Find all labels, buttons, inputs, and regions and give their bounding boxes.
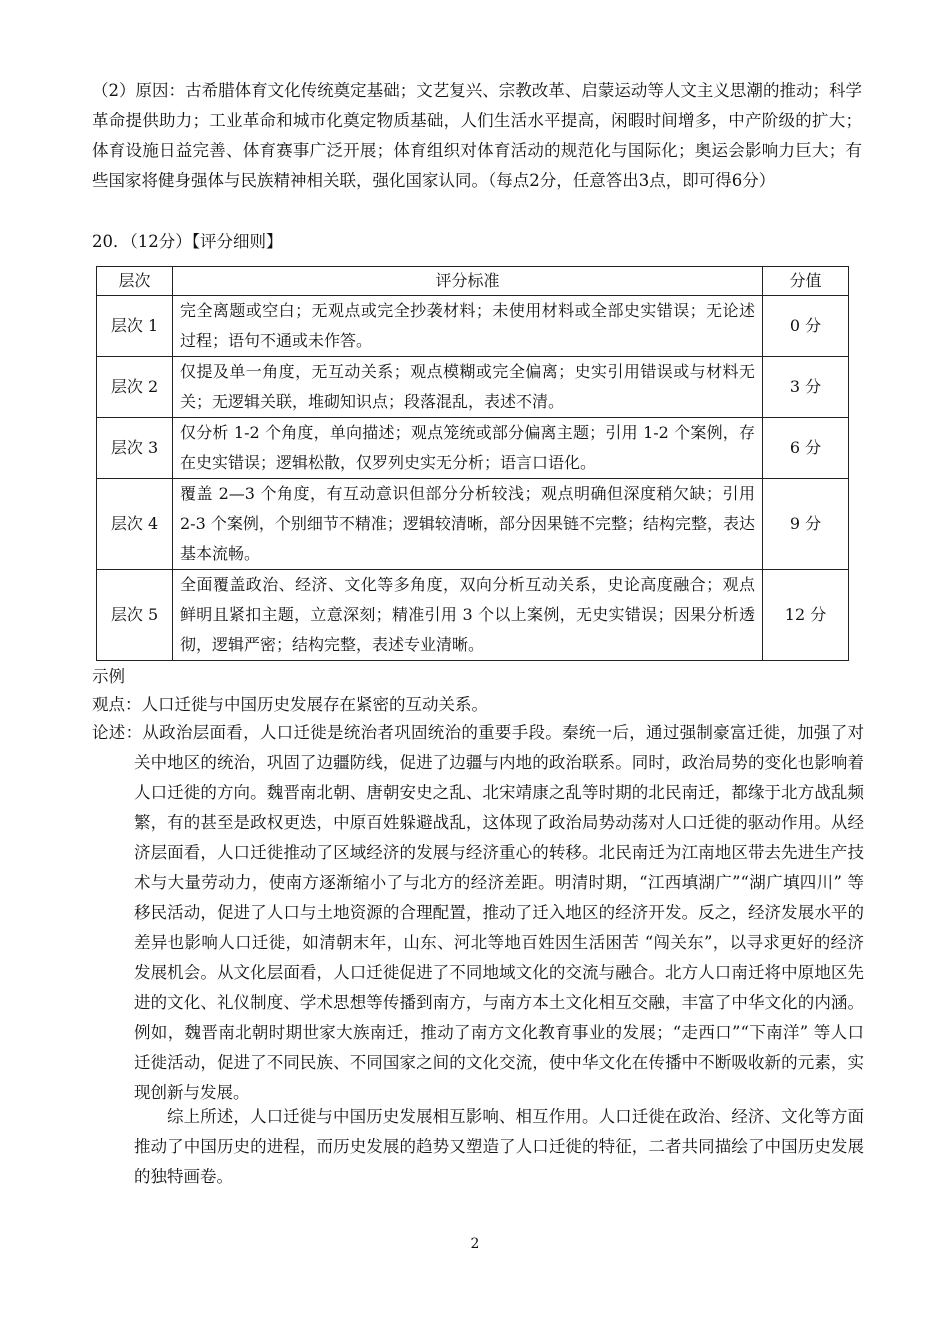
header-level: 层次 — [97, 267, 173, 296]
level-cell: 层次 1 — [97, 296, 173, 357]
section-2-reasons: （2）原因：古希腊体育文化传统奠定基础；文艺复兴、宗教改革、启蒙运动等人文主义思潮的推动；科学革命提供助力；工业革命和城市化奠定物质基础，人们生活水平提高，闲暇时间增多，中产阶级的扩大；体育设施日益完善、体育赛事广泛开展；体育组织对体育活动的规范化与国际化；奥运会影响力巨大；有些国家将健身强体与民族精神相关联，强化国家认同。（每点2分，任意答出3点，即可得6分） — [92, 81, 862, 190]
score-cell: 12 分 — [763, 570, 849, 661]
table-row — [97, 570, 849, 661]
score-cell: 3 分 — [763, 357, 849, 418]
table-row — [97, 357, 849, 418]
score-cell: 6 分 — [763, 418, 849, 479]
score-cell: 0 分 — [763, 296, 849, 357]
argument-text: 论述：从政治层面看，人口迁徙是统治者巩固统治的重要手段。秦统一后，通过强制豪富迁徙，加强了对关中地区的统治，巩固了边疆防线，促进了边疆与内地的政治联系。同时，政治局势的变化也影响着人口迁徙的方向。魏晋南北朝、唐朝安史之乱、北宋靖康之乱等时期的北民南迁，都缘于北方战乱频繁，有的甚至是政权更迭，中原百姓躲避战乱，这体现了政治局势动荡对人口迁徙的驱动作用。从经济层面看，人口迁徙推动了区域经济的发展与经济重心的转移。北民南迁为江南地区带去先进生产技术与大量劳动力，使南方逐渐缩小了与北方的经济差距。明清时期，“江西填湖广”“湖广填四川” 等移民活动，促进了人口与土地资源的合理配置，推动了迁入地区的经济开发。反之，经济发展水平的差异也影响人口迁徙，如清朝末年，山东、河北等地百姓因生活困苦 “闯关东”，以寻求更好的经济发展机会。从文化层面看，人口迁徙促进了不同地域文化的交流与融合。北方人口南迁将中原地区先进的文化、礼仪制度、学术思想等传播到南方，与南方本土文化相互交融，丰富了中华文化的内涵。例如，魏晋南北朝时期世家大族南迁，推动了南方文化教育事业的发展；“走西口”“下南洋” 等人口迁徙活动，促进了不同民族、不同国家之间的文化交流，使中华文化在传播中不断吸收新的元素，实现创新与发展。 — [92, 723, 864, 1102]
question-20-heading: 20．（12分）【评分细则】 — [92, 232, 283, 251]
level-cell: 层次 3 — [97, 418, 173, 479]
example-argument — [92, 718, 864, 1108]
criteria-cell: 仅提及单一角度，无互动关系；观点模糊或完全偏离；史实引用错误或与材料无关；无逻辑关联，堆砌知识点；段落混乱，表述不清。 — [173, 357, 763, 418]
rubric-header-row — [97, 267, 849, 296]
table-row — [97, 479, 849, 570]
criteria-cell: 完全离题或空白；无观点或完全抄袭材料；未使用材料或全部史实错误；无论述过程；语句不通或未作答。 — [173, 296, 763, 357]
criteria-cell: 覆盖 2—3 个角度，有互动意识但部分分析较浅；观点明确但深度稍欠缺；引用 2-3 个案例，个别细节不精准；逻辑较清晰，部分因果链不完整；结构完整，表达基本流畅。 — [173, 479, 763, 570]
scoring-rubric-table — [96, 266, 849, 661]
criteria-cell: 全面覆盖政治、经济、文化等多角度，双向分析互动关系，史论高度融合；观点鲜明且紧扣主题，立意深刻；精准引用 3 个以上案例，无史实错误；因果分析透彻，逻辑严密；结构完整，表述专业清晰。 — [173, 570, 763, 661]
criteria-cell: 仅分析 1-2 个角度，单向描述；观点笼统或部分偏离主题；引用 1-2 个案例，存在史实错误；逻辑松散，仅罗列史实无分析；语言口语化。 — [173, 418, 763, 479]
example-summary: 综上所述，人口迁徙与中国历史发展相互影响、相互作用。人口迁徙在政治、经济、文化等方面推动了中国历史的进程，而历史发展的趋势又塑造了人口迁徙的特征，二者共同描绘了中国历史发展的独特画卷。 — [134, 1107, 864, 1186]
header-score: 分值 — [763, 267, 849, 296]
example-viewpoint: 观点：人口迁徙与中国历史发展存在紧密的互动关系。 — [92, 695, 488, 714]
score-cell: 9 分 — [763, 479, 849, 570]
level-cell: 层次 2 — [97, 357, 173, 418]
table-row — [97, 418, 849, 479]
page-number: 2 — [470, 1236, 480, 1252]
header-criteria: 评分标准 — [173, 267, 763, 296]
example-label: 示例 — [92, 667, 125, 686]
level-cell: 层次 4 — [97, 479, 173, 570]
table-row — [97, 296, 849, 357]
level-cell: 层次 5 — [97, 570, 173, 661]
